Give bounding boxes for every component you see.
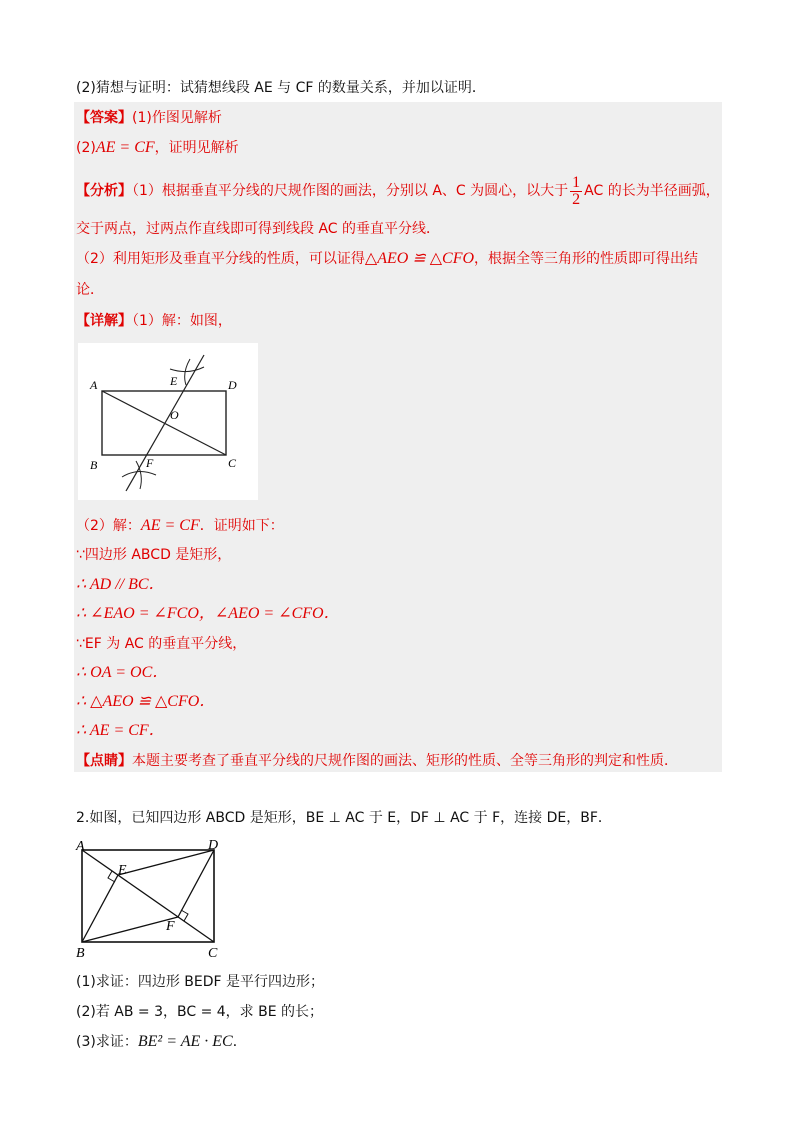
comment-tag: 【点睛】 [76, 753, 132, 769]
answer-tag: 【答案】 [76, 110, 132, 126]
analysis-line1 [76, 174, 720, 208]
proof-because-1: ∵四边形 ABCD 是矩形， [76, 547, 232, 563]
comment-line [76, 751, 678, 771]
detail-part2-formula: AE = CF [140, 517, 200, 534]
label-f: F [146, 456, 154, 470]
comment-text: 本题主要考查了垂直平分线的尺规作图的画法、矩形的性质、全等三角形的判定和性质． [132, 753, 678, 769]
analysis-line3a: （2）利用矩形及垂直平分线的性质，可以证得 [76, 251, 365, 267]
detail-part2a: （2）解： [76, 518, 141, 534]
analysis-line1a: （1）根据垂直平分线的尺规作图的画法，分别以 A、C 为圆心，以大于 [132, 183, 569, 199]
label2-b: B [76, 946, 85, 960]
label-a: A [90, 378, 98, 392]
bisector-line-ef [126, 355, 204, 491]
label-d: D [228, 378, 237, 392]
figure-perpendicular-bisector [78, 343, 258, 500]
analysis-line3b: ，根据全等三角形的性质即可得出结 [474, 251, 699, 267]
proof-therefore-1: ∴ AD // BC． [76, 576, 165, 593]
label-o: O [170, 408, 179, 422]
detail-text: （1）解：如图， [132, 313, 232, 329]
figure2-svg [74, 836, 234, 960]
label2-d: D [208, 838, 219, 853]
question2-stem: 2.如图，已知四边形 ABCD 是矩形，BE ⊥ AC 于 E，DF ⊥ AC 于 F，连接 DE，BF． [76, 810, 612, 826]
answer-part1: (1)作图见解析 [132, 110, 222, 126]
detail-tag: 【详解】 [76, 313, 132, 329]
proof-therefore-5: ∴ AE = CF． [76, 722, 165, 739]
detail-part2 [76, 516, 284, 536]
segment-bf [82, 917, 178, 942]
detail-line1 [76, 311, 232, 331]
fraction-numerator: 1 [572, 173, 581, 191]
segment-df [178, 850, 214, 917]
sub3-formula: BE² = AE · EC [137, 1033, 233, 1050]
proof-therefore-4: ∴ △AEO ≌ △CFO． [76, 693, 216, 710]
question2-sub2: (2)若 AB = 3，BC = 4，求 BE 的长； [76, 1004, 324, 1020]
segment-de [118, 850, 214, 875]
answer-line2 [76, 138, 239, 158]
fraction-denominator: 2 [572, 190, 581, 208]
analysis-line1b: AC 的长为半径画弧， [584, 183, 720, 199]
label2-c: C [208, 946, 218, 960]
question2-sub1: (1)求证：四边形 BEDF 是平行四边形； [76, 974, 325, 990]
label-b: B [90, 458, 98, 472]
sub3-prefix: (3)求证： [76, 1034, 138, 1050]
label2-e: E [118, 863, 127, 878]
analysis-tag: 【分析】 [76, 183, 132, 199]
label2-f: F [166, 919, 175, 934]
figure-rectangle-bedf [74, 836, 234, 960]
segment-be [82, 875, 118, 942]
analysis-line3 [76, 249, 698, 269]
analysis-line3-formula: △AEO ≌ △CFO [364, 250, 475, 267]
fraction-half [570, 175, 582, 208]
answer-part2-formula: AE = CF [95, 139, 155, 156]
answer-part2-suffix: ，证明见解析 [154, 140, 239, 156]
figure1-svg [78, 343, 258, 500]
analysis-line2: 交于两点，过两点作直线即可得到线段 AC 的垂直平分线． [76, 221, 441, 237]
arc-top-1 [170, 367, 204, 372]
proof-because-2: ∵EF 为 AC 的垂直平分线， [76, 636, 247, 652]
question2-sub3 [76, 1032, 247, 1052]
sub3-suffix: ． [232, 1034, 247, 1050]
answer-line1 [76, 108, 222, 128]
arc-bottom-1 [122, 471, 156, 477]
label2-a: A [76, 839, 85, 854]
detail-part2b: ．证明如下： [199, 518, 284, 534]
diagonal-ac [102, 391, 226, 455]
question-part2: (2)猜想与证明：试猜想线段 AE 与 CF 的数量关系，并加以证明． [76, 80, 486, 96]
answer-part2-prefix: (2) [76, 140, 96, 156]
label-e: E [170, 374, 178, 388]
diagonal-ac-2 [82, 850, 214, 942]
proof-therefore-2: ∴ ∠EAO = ∠FCO，∠AEO = ∠CFO． [76, 605, 340, 622]
analysis-line4: 论． [76, 282, 104, 298]
proof-therefore-3: ∴ OA = OC． [76, 664, 169, 681]
label-c: C [228, 456, 237, 470]
